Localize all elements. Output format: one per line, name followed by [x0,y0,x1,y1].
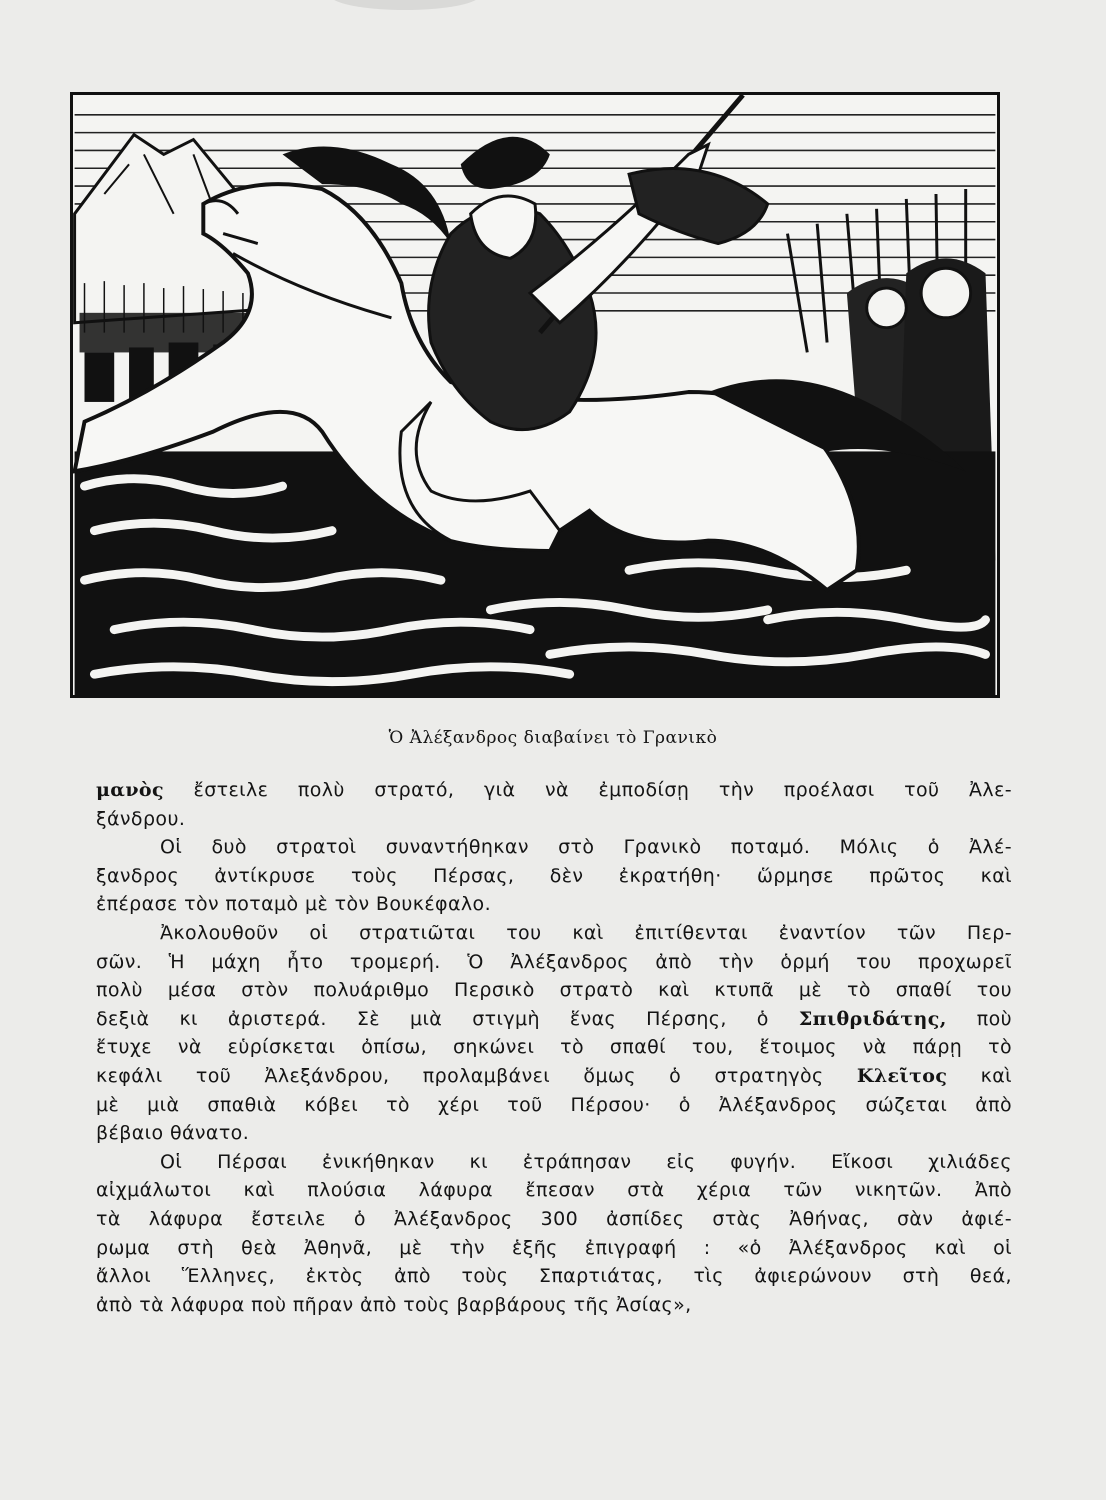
text-line: ἀπὸ τὰ λάφυρα ποὺ πῆραν ἀπὸ τοὺς βαρβάρους τῆς Ἀσίας», [96,1293,692,1316]
paragraph-4 [96,1148,1012,1320]
text-line: ρωμα στὴ θεὰ Ἀθηνᾶ, μὲ τὴν ἑξῆς ἐπιγραφή : «ὁ Ἀλέξανδρος καὶ οἱ [96,1236,1012,1259]
illustration-alexander-granicus [70,92,1000,698]
text-line: πολὺ μέσα στὸν πολυάριθμο Περσικὸ στρατὸ καὶ κτυπᾶ μὲ τὸ σπαθί του [96,979,1012,1002]
body-text [96,776,1012,1319]
text-line [96,776,1012,805]
paragraph-2 [96,833,1012,919]
name-spithridates: Σπιθριδάτης, [798,1007,947,1030]
text-line: ἔτυχε νὰ εὑρίσκεται ὀπίσω, σηκώνει τὸ σπαθί του, ἕτοιμος νὰ πάρῃ τὸ [96,1036,1012,1059]
name-kleitos: Κλεῖτος [856,1064,948,1087]
text-span: δεξιὰ κι ἀριστερά. Σὲ μιὰ στιγμὴ ἕνας Πέρσης, ὁ [96,1007,799,1030]
text-line: μὲ μιὰ σπαθιὰ κόβει τὸ χέρι τοῦ Πέρσου· ὁ Ἀλέξανδρος σώζεται ἀπὸ [96,1093,1012,1116]
woodcut-illustration [73,95,997,695]
text-line: ξανδρος ἀντίκρυσε τοὺς Πέρσας, δὲν ἐκρατήθη· ὥρμησε πρῶτος καὶ [96,864,1012,887]
text-line: αἰχμάλωτοι καὶ πλούσια λάφυρα ἔπεσαν στὰ χέρια τῶν νικητῶν. Ἀπὸ [96,1179,1012,1202]
text-line: βέβαιο θάνατο. [96,1122,250,1145]
paragraph-3 [96,919,1012,1148]
text-line: ἐπέρασε τὸν ποταμὸ μὲ τὸν Βουκέφαλο. [96,893,492,916]
text-line: τὰ λάφυρα ἔστειλε ὁ Ἀλέξανδρος 300 ἀσπίδες στὰς Ἀθήνας, σὰν ἀφιέ- [96,1207,1012,1230]
text-span: κεφάλι τοῦ Ἀλεξάνδρου, προλαμβάνει ὅμως ὁ στρατηγὸς [96,1064,857,1087]
text-line: Οἱ δυὸ στρατοὶ συναντήθηκαν στὸ Γρανικὸ ποταμό. Μόλις ὁ Ἀλέ- [160,836,1012,859]
page-edge-shadow [330,0,480,10]
bold-word: μανὸς [96,779,164,801]
text-span: καὶ [947,1064,1012,1087]
text-line: Ἀκολουθοῦν οἱ στρατιῶται του καὶ ἐπιτίθενται ἐναντίον τῶν Περ- [160,921,1012,944]
text-line [96,1005,1012,1034]
paragraph-1 [96,776,1012,833]
text-line [96,1062,1012,1091]
text-line: ξάνδρου. [96,807,186,830]
text-line: σῶν. Ἡ μάχη ἦτο τρομερή. Ὁ Ἀλέξανδρος ἀπὸ τὴν ὁρμή του προχωρεῖ [96,950,1012,973]
text-span: ἔστειλε πολὺ στρατό, γιὰ νὰ ἐμποδίσῃ τὴν προέλασι τοῦ Ἀλε- [163,779,1012,801]
text-line: ἄλλοι Ἕλληνες, ἐκτὸς ἀπὸ τοὺς Σπαρτιάτας, τὶς ἀφιερώνουν στὴ θεά, [96,1265,1012,1288]
illustration-caption: Ὁ Ἀλέξανδρος διαβαίνει τὸ Γρανικὸ [388,728,718,748]
text-line: Οἱ Πέρσαι ἐνικήθηκαν κι ἐτράπησαν εἰς φυγήν. Εἴκοσι χιλιάδες [160,1150,1012,1173]
text-span: ποὺ [946,1007,1012,1030]
